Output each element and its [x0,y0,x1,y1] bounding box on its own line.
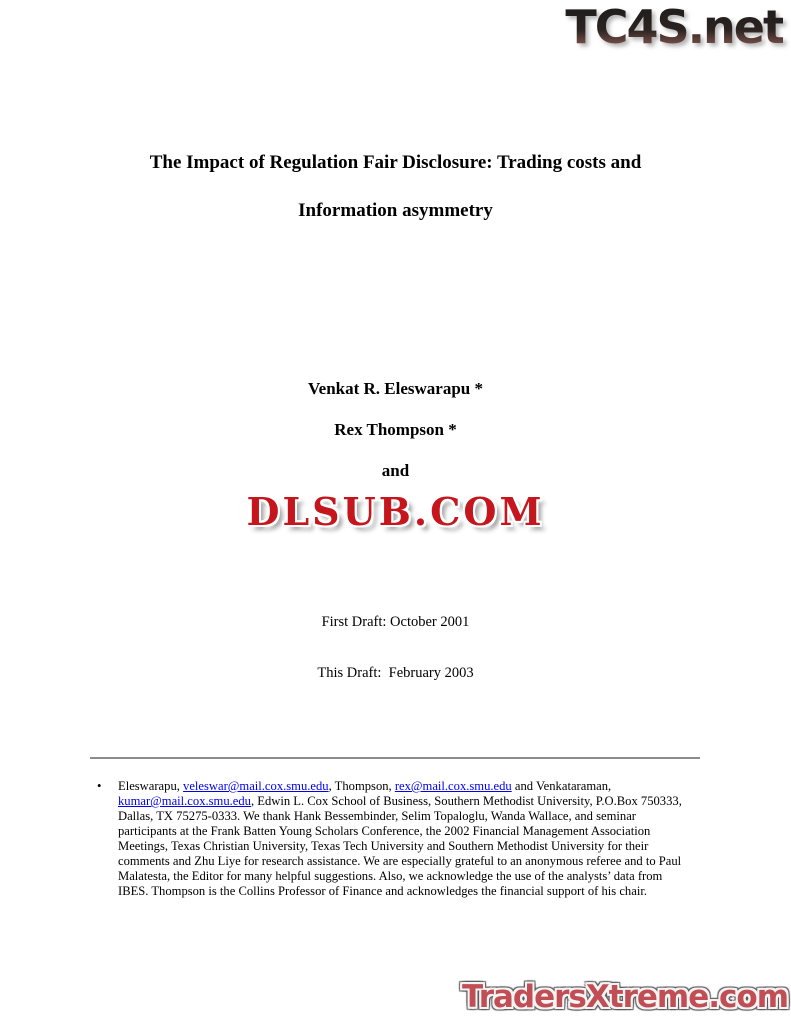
dlsub-watermark: DLSUB.COM [246,489,545,534]
footnote-segment: and Venkataraman, [511,779,612,793]
tc4s-watermark: TC4S.net [565,0,783,54]
first-draft-date: First Draft: October 2001 [321,614,470,630]
this-draft-date: This Draft: February 2003 [317,665,474,681]
author-connector-and: and [381,461,410,480]
draft-dates [0,580,791,716]
email-link-kumar[interactable]: kumar@mail.cox.smu.edu [118,794,251,808]
footnote [95,779,692,899]
tradersxtreme-watermark: TradersXtreme.com [461,979,788,1015]
author-1: Venkat R. Eleswarapu * [307,379,484,398]
footnote-divider [90,757,700,759]
email-link-veleswar[interactable]: veleswar@mail.cox.smu.edu [183,779,329,793]
email-link-rex[interactable]: rex@mail.cox.smu.edu [394,779,512,793]
author-2: Rex Thompson * [334,420,457,439]
footnote-segment: , Thompson, [328,779,395,793]
footnote-segment: Eleswarapu, [118,779,184,793]
title-line-1: The Impact of Regulation Fair Disclosure: Trading costs and [149,152,642,173]
footnote-bullet: • [97,779,102,793]
author-list [0,379,791,502]
paper-title [0,152,791,222]
footnote-text [118,779,692,899]
title-line-2: Information asymmetry [298,200,493,221]
footnote-segment: , Edwin L. Cox School of Business, Southern Methodist University, P.O.Box 750333, Dallas, TX 75275-0333. We thank Hank Bessembinder, Selim Topaloglu, Wanda Wallace, and seminar participants at the Frank Batten Young Scholars Conference, the 2002 Financial Management Association Meetings, Texas Christian University, Texas Tech University and Southern Methodist University for their comments and Zhu Liye for research assistance. We are especially grateful to an anonymous referee and to Paul Malatesta, the Editor for many helpful suggestions. Also, we acknowledge the use of the analysts’ data from IBES. Thompson is the Collins Professor of Finance and acknowledges the financial support of his chair. [118,794,682,898]
